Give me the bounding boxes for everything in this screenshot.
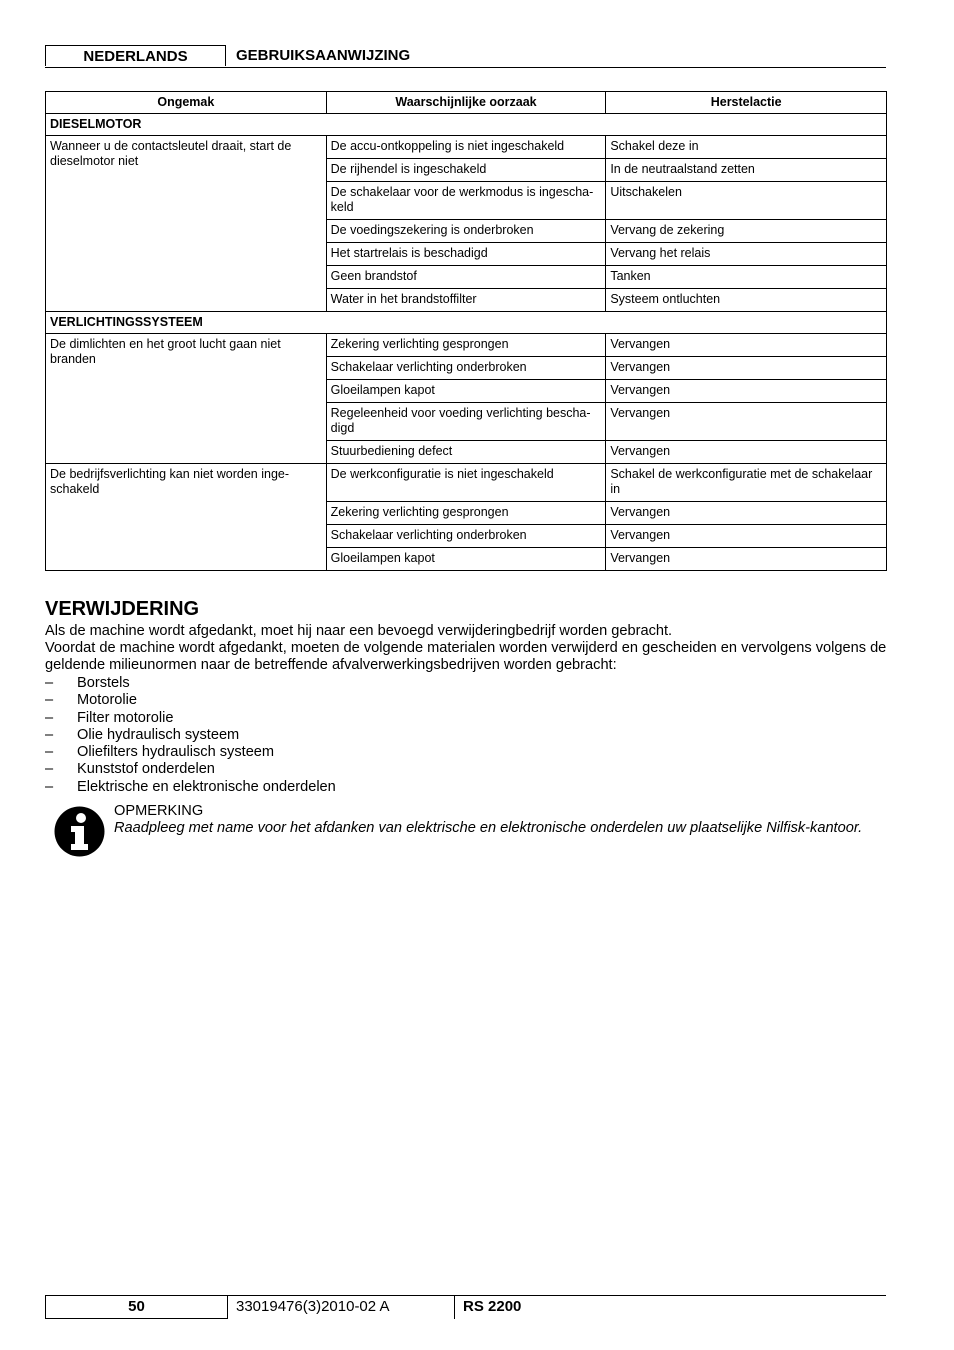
troubleshooting-table <box>45 91 887 571</box>
action-cell: Vervangen <box>606 525 887 548</box>
list-dash: – <box>45 692 54 709</box>
cause-cell: De accu-ontkoppeling is niet ingeschakeld <box>326 136 606 159</box>
list-item <box>45 779 336 796</box>
column-header-problem: Ongemak <box>46 92 327 114</box>
action-cell: Vervang de zekering <box>606 220 887 243</box>
table-row <box>46 334 887 357</box>
list-item <box>45 761 336 778</box>
cause-cell: Zekering verlichting gesprongen <box>326 334 606 357</box>
header-language: NEDERLANDS <box>45 45 226 66</box>
action-cell: Vervangen <box>606 357 887 380</box>
disposal-paragraph-2: Voordat de machine wordt afgedankt, moeten de volgende materialen worden verwijderd en gescheiden en vervolgens volgens de geldende milieunormen naar de betreffende afvalverwerkingsbedrijven worden gebracht: <box>45 640 887 673</box>
cause-cell: Stuurbediening defect <box>326 441 606 464</box>
action-cell: Systeem ontluchten <box>606 289 887 312</box>
list-dash: – <box>45 726 54 743</box>
section-heading: DIESELMOTOR <box>46 114 887 136</box>
list-dash: – <box>45 761 54 778</box>
list-item-text: Kunststof onderdelen <box>77 761 215 778</box>
action-cell: Vervangen <box>606 502 887 525</box>
list-dash: – <box>45 709 54 726</box>
page-footer <box>45 1295 886 1320</box>
disposal-list <box>45 675 336 796</box>
action-cell: Uitschakelen <box>606 182 887 220</box>
cause-cell: De schakelaar voor de werkmodus is ingescha-keld <box>326 182 606 220</box>
list-item <box>45 675 336 692</box>
list-item-text: Motorolie <box>77 692 138 709</box>
action-cell: Schakel de werkconfiguratie met de schakelaar in <box>606 464 887 502</box>
list-item-text: Elektrische en elektronische onderdelen <box>77 778 336 795</box>
list-item-text: Olie hydraulisch systeem <box>77 726 240 743</box>
cause-cell: Regeleenheid voor voeding verlichting bescha-digd <box>326 403 606 441</box>
note-text: Raadpleeg met name voor het afdanken van elektrische en elektronische onderdelen uw plaatselijke Nilfisk-kantoor. <box>114 820 863 836</box>
disposal-paragraph-1: Als de machine wordt afgedankt, moet hij naar een bevoegd verwijderingbedrijf worden gebracht. <box>45 623 673 639</box>
section-row <box>46 312 887 334</box>
column-header-cause: Waarschijnlijke oorzaak <box>326 92 606 114</box>
cause-cell: De werkconfiguratie is niet ingeschakeld <box>326 464 606 502</box>
page-number: 50 <box>45 1296 228 1319</box>
action-cell: Vervangen <box>606 334 887 357</box>
note-label: OPMERKING <box>114 803 204 819</box>
section-title: VERWIJDERING <box>45 598 200 620</box>
info-icon <box>54 806 105 857</box>
page-header <box>45 45 886 68</box>
cause-cell: De rijhendel is ingeschakeld <box>326 159 606 182</box>
list-item-text: Oliefilters hydraulisch systeem <box>77 744 275 761</box>
cause-cell: Het startrelais is beschadigd <box>326 243 606 266</box>
action-cell: Vervangen <box>606 380 887 403</box>
list-dash: – <box>45 675 54 691</box>
problem-cell: De bedrijfsverlichting kan niet worden inge-schakeld <box>46 464 327 571</box>
cause-cell: Gloeilampen kapot <box>326 548 606 571</box>
problem-cell: De dimlichten en het groot lucht gaan niet branden <box>46 334 327 464</box>
list-item-text: Borstels <box>77 675 130 691</box>
cause-cell: Schakelaar verlichting onderbroken <box>326 525 606 548</box>
list-dash: – <box>45 778 54 795</box>
action-cell: Tanken <box>606 266 887 289</box>
table-row <box>46 136 887 159</box>
document-number: 33019476(3)2010-02 A <box>236 1298 390 1315</box>
list-item <box>45 727 336 744</box>
list-dash: – <box>45 744 54 761</box>
cause-cell: Gloeilampen kapot <box>326 380 606 403</box>
cause-cell: Water in het brandstoffilter <box>326 289 606 312</box>
table-header-row <box>46 92 887 114</box>
action-cell: Vervangen <box>606 548 887 571</box>
cause-cell: Geen brandstof <box>326 266 606 289</box>
action-cell: Vervangen <box>606 441 887 464</box>
list-item-text: Filter motorolie <box>77 709 174 726</box>
footer-divider <box>454 1296 455 1319</box>
section-row <box>46 114 887 136</box>
problem-cell: Wanneer u de contactsleutel draait, start de dieselmotor niet <box>46 136 327 312</box>
list-item <box>45 744 336 761</box>
list-item <box>45 692 336 709</box>
cause-cell: De voedingszekering is onderbroken <box>326 220 606 243</box>
list-item <box>45 710 336 727</box>
cause-cell: Schakelaar verlichting onderbroken <box>326 357 606 380</box>
header-title: GEBRUIKSAANWIJZING <box>236 47 411 64</box>
action-cell: Schakel deze in <box>606 136 887 159</box>
action-cell: Vervangen <box>606 403 887 441</box>
column-header-action: Herstelactie <box>606 92 887 114</box>
model-name: RS 2200 <box>463 1298 522 1315</box>
cause-cell: Zekering verlichting gesprongen <box>326 502 606 525</box>
action-cell: In de neutraalstand zetten <box>606 159 887 182</box>
section-heading: VERLICHTINGSSYSTEEM <box>46 312 887 334</box>
table-row <box>46 464 887 502</box>
action-cell: Vervang het relais <box>606 243 887 266</box>
